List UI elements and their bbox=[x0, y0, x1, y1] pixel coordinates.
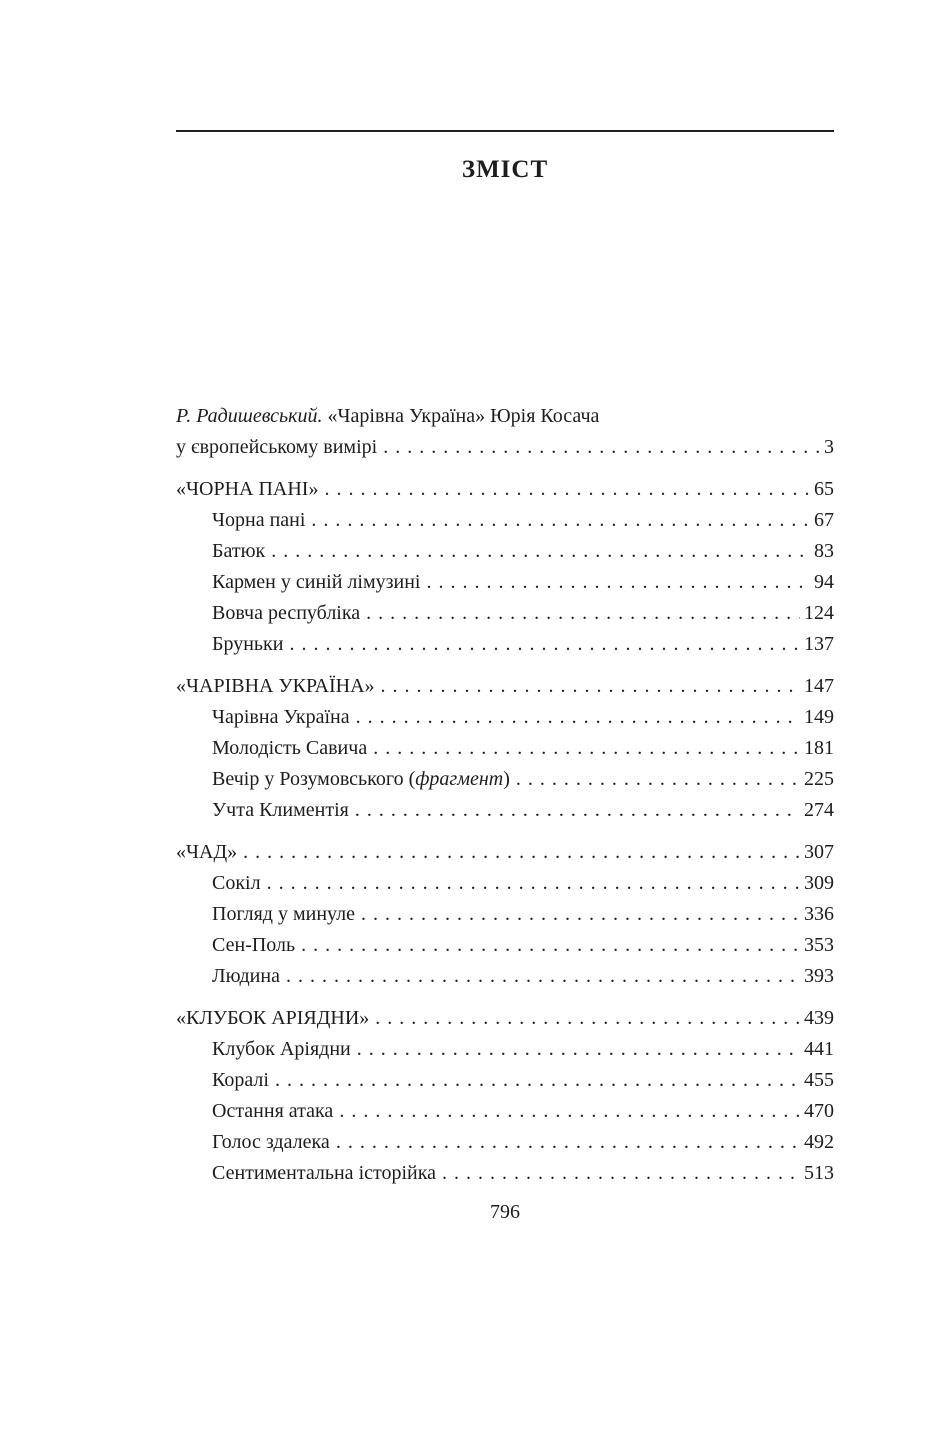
toc-page-number: 470 bbox=[804, 1100, 834, 1122]
toc-page-number: 336 bbox=[804, 903, 834, 925]
toc-entry-title-italic: фрагмент bbox=[415, 768, 504, 790]
toc-entry-title: Сентиментальна історійка bbox=[212, 1162, 437, 1184]
toc-row bbox=[176, 1127, 834, 1158]
toc-row bbox=[176, 567, 834, 598]
toc-row bbox=[176, 1034, 834, 1065]
dot-leader bbox=[355, 795, 800, 826]
toc-entry-title: Вовча республіка bbox=[212, 602, 361, 624]
dot-leader bbox=[381, 671, 800, 702]
toc-section-row bbox=[176, 671, 834, 702]
toc-row bbox=[176, 1096, 834, 1127]
toc-section-title: «ЧАД» bbox=[176, 841, 238, 863]
toc-page-number: 393 bbox=[804, 965, 834, 987]
toc-row bbox=[176, 764, 834, 795]
toc-row bbox=[176, 1065, 834, 1096]
dot-leader bbox=[442, 1158, 800, 1189]
dot-leader bbox=[324, 474, 810, 505]
toc-page-number: 353 bbox=[804, 934, 834, 956]
toc-page-number: 149 bbox=[804, 706, 834, 728]
toc-page-number: 455 bbox=[804, 1069, 834, 1091]
dot-leader bbox=[336, 1127, 800, 1158]
toc-entry-title: Бруньки bbox=[212, 633, 284, 655]
toc-section-title: «ЧАРІВНА УКРАЇНА» bbox=[176, 675, 375, 697]
toc-entry-title: «Чарівна Україна» Юрія Косача bbox=[322, 405, 600, 427]
toc-row bbox=[176, 795, 834, 826]
toc-page-number: 83 bbox=[814, 540, 834, 562]
toc-entry-title: Батюк bbox=[212, 540, 266, 562]
table-of-contents bbox=[176, 401, 834, 1189]
toc-entry-title: Сокіл bbox=[212, 872, 261, 894]
toc-page-number: 307 bbox=[804, 841, 834, 863]
toc-row bbox=[176, 401, 834, 432]
dot-leader bbox=[286, 961, 800, 992]
dot-leader bbox=[375, 1003, 800, 1034]
toc-entry-author: Р. Радишевський. bbox=[176, 405, 323, 427]
toc-page-number: 274 bbox=[804, 799, 834, 821]
dot-leader bbox=[271, 536, 810, 567]
dot-leader bbox=[275, 1065, 800, 1096]
dot-leader bbox=[366, 598, 800, 629]
toc-entry-title: Кармен у синій лімузині bbox=[212, 571, 421, 593]
dot-leader bbox=[289, 629, 800, 660]
page-title: ЗМІСТ bbox=[461, 156, 549, 183]
toc-page-number: 492 bbox=[804, 1131, 834, 1153]
dot-leader bbox=[516, 764, 800, 795]
toc-entry-title: Погляд у минуле bbox=[212, 903, 356, 925]
toc-row bbox=[176, 598, 834, 629]
dot-leader bbox=[361, 899, 800, 930]
toc-section-row bbox=[176, 1003, 834, 1034]
toc-page-number: 513 bbox=[804, 1162, 834, 1184]
toc-row bbox=[176, 702, 834, 733]
dot-leader bbox=[267, 868, 800, 899]
toc-entry-title: Голос здалека bbox=[212, 1131, 330, 1153]
toc-entry-title: Сен-Поль bbox=[212, 934, 296, 956]
dot-leader bbox=[383, 432, 820, 463]
toc-page-number: 181 bbox=[804, 737, 834, 759]
dot-leader bbox=[301, 930, 800, 961]
toc-section-row bbox=[176, 837, 834, 868]
toc-entry-title: Учта Климентія bbox=[212, 799, 349, 821]
toc-entry-title: Молодість Савича bbox=[212, 737, 368, 759]
toc-row bbox=[176, 505, 834, 536]
toc-page-number: 67 bbox=[814, 509, 834, 531]
book-page bbox=[176, 130, 834, 1225]
toc-row bbox=[176, 868, 834, 899]
toc-entry-title: Остання атака bbox=[212, 1100, 334, 1122]
dot-leader bbox=[243, 837, 800, 868]
dot-leader bbox=[339, 1096, 800, 1127]
dot-leader bbox=[357, 1034, 800, 1065]
toc-row bbox=[176, 1158, 834, 1189]
toc-row bbox=[176, 899, 834, 930]
toc-page-number: 309 bbox=[804, 872, 834, 894]
header-rule bbox=[176, 130, 834, 132]
toc-section-row bbox=[176, 474, 834, 505]
toc-page-number: 94 bbox=[814, 571, 834, 593]
toc-entry-title: Коралі bbox=[212, 1069, 269, 1091]
toc-entry-title: Чарівна Україна bbox=[212, 706, 350, 728]
toc-row bbox=[176, 432, 834, 463]
toc-entry-title: Чорна пані bbox=[212, 509, 306, 531]
toc-entry-title-suffix: ) bbox=[503, 768, 510, 790]
toc-row bbox=[176, 733, 834, 764]
toc-page-number: 439 bbox=[804, 1007, 834, 1029]
toc-page-number: 441 bbox=[804, 1038, 834, 1060]
toc-page-number: 65 bbox=[814, 478, 834, 500]
toc-row bbox=[176, 536, 834, 567]
toc-entry-title: у європейському вимірі bbox=[176, 436, 378, 458]
toc-page-number: 3 bbox=[824, 436, 834, 458]
dot-leader bbox=[373, 733, 800, 764]
toc-row bbox=[176, 629, 834, 660]
toc-entry-title: Людина bbox=[212, 965, 280, 987]
toc-page-number: 137 bbox=[804, 633, 834, 655]
toc-section-title: «ЧОРНА ПАНІ» bbox=[176, 478, 319, 500]
toc-page-number: 147 bbox=[804, 675, 834, 697]
toc-page-number: 225 bbox=[804, 768, 834, 790]
toc-page-number: 124 bbox=[804, 602, 834, 624]
toc-entry-title: Клубок Аріядни bbox=[212, 1038, 351, 1060]
dot-leader bbox=[427, 567, 811, 598]
toc-row bbox=[176, 961, 834, 992]
toc-entry-title: Вечір у Розумовського ( bbox=[212, 768, 416, 790]
page-number-folio: 796 bbox=[490, 1201, 520, 1223]
dot-leader bbox=[311, 505, 810, 536]
dot-leader bbox=[356, 702, 800, 733]
toc-row bbox=[176, 930, 834, 961]
toc-section-title: «КЛУБОК АРІЯДНИ» bbox=[176, 1007, 370, 1029]
